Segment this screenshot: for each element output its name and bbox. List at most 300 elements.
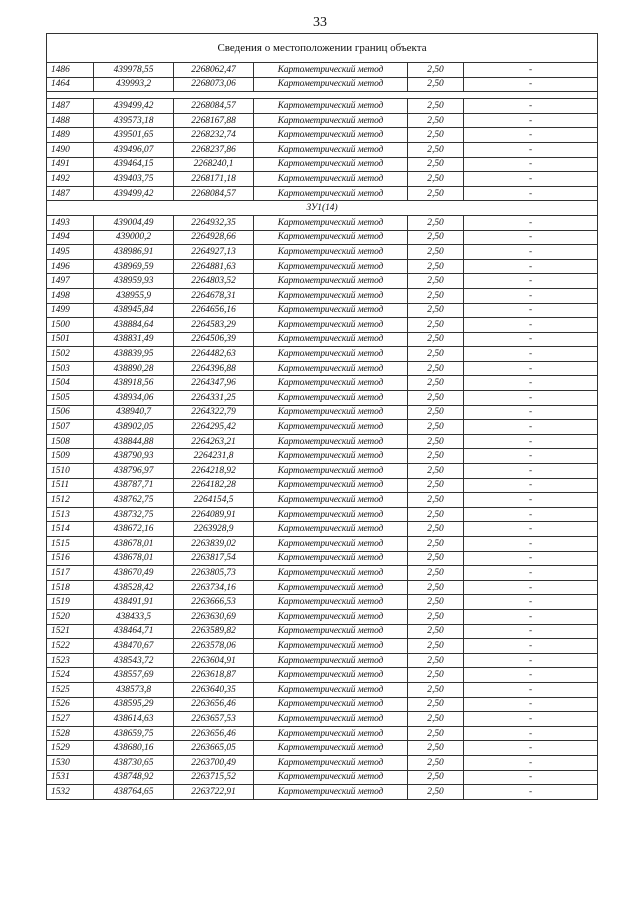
table-row <box>47 318 598 333</box>
y-coordinate-cell: 2264154,5 <box>174 493 254 508</box>
method-cell: Картометрический метод <box>254 318 408 333</box>
point-number-cell: 1516 <box>47 551 94 566</box>
precision-cell: 2,50 <box>408 566 464 581</box>
x-coordinate-cell: 438748,92 <box>94 770 174 785</box>
point-number-cell: 1501 <box>47 332 94 347</box>
x-coordinate-cell: 438670,49 <box>94 566 174 581</box>
note-cell: - <box>464 449 598 464</box>
method-cell: Картометрический метод <box>254 420 408 435</box>
method-cell: Картометрический метод <box>254 405 408 420</box>
y-coordinate-cell: 2263734,16 <box>174 580 254 595</box>
note-cell: - <box>464 274 598 289</box>
page-number: 33 <box>313 15 327 30</box>
note-cell: - <box>464 77 598 92</box>
precision-cell: 2,50 <box>408 376 464 391</box>
point-number-cell: 1493 <box>47 215 94 230</box>
point-number-cell: 1500 <box>47 318 94 333</box>
precision-cell: 2,50 <box>408 405 464 420</box>
table-row <box>47 668 598 683</box>
note-cell: - <box>464 128 598 143</box>
x-coordinate-cell: 438764,65 <box>94 785 174 800</box>
y-coordinate-cell: 2263589,82 <box>174 624 254 639</box>
table-row <box>47 77 598 92</box>
point-number-cell: 1515 <box>47 537 94 552</box>
precision-cell: 2,50 <box>408 157 464 172</box>
point-number-cell: 1487 <box>47 99 94 114</box>
x-coordinate-cell: 438934,06 <box>94 391 174 406</box>
y-coordinate-cell: 2263805,73 <box>174 566 254 581</box>
note-cell: - <box>464 770 598 785</box>
precision-cell: 2,50 <box>408 318 464 333</box>
method-cell: Картометрический метод <box>254 785 408 800</box>
point-number-cell: 1532 <box>47 785 94 800</box>
table-row <box>47 609 598 624</box>
table-row <box>47 755 598 770</box>
note-cell: - <box>464 361 598 376</box>
x-coordinate-cell: 438762,75 <box>94 493 174 508</box>
point-number-cell: 1506 <box>47 405 94 420</box>
precision-cell: 2,50 <box>408 245 464 260</box>
precision-cell: 2,50 <box>408 580 464 595</box>
method-cell: Картометрический метод <box>254 288 408 303</box>
method-cell: Картометрический метод <box>254 449 408 464</box>
x-coordinate-cell: 438672,16 <box>94 522 174 537</box>
table-row <box>47 376 598 391</box>
note-cell: - <box>464 726 598 741</box>
y-coordinate-cell: 2264928,66 <box>174 230 254 245</box>
precision-cell: 2,50 <box>408 741 464 756</box>
method-cell: Картометрический метод <box>254 128 408 143</box>
method-cell: Картометрический метод <box>254 303 408 318</box>
precision-cell: 2,50 <box>408 347 464 362</box>
x-coordinate-cell: 438573,8 <box>94 682 174 697</box>
x-coordinate-cell: 438433,5 <box>94 609 174 624</box>
method-cell: Картометрический метод <box>254 624 408 639</box>
note-cell: - <box>464 653 598 668</box>
point-number-cell: 1522 <box>47 639 94 654</box>
x-coordinate-cell: 439499,42 <box>94 99 174 114</box>
note-cell: - <box>464 303 598 318</box>
method-cell: Картометрический метод <box>254 142 408 157</box>
table-row <box>47 712 598 727</box>
x-coordinate-cell: 438678,01 <box>94 551 174 566</box>
precision-cell: 2,50 <box>408 624 464 639</box>
point-number-cell: 1491 <box>47 157 94 172</box>
x-coordinate-cell: 438614,63 <box>94 712 174 727</box>
method-cell: Картометрический метод <box>254 741 408 756</box>
y-coordinate-cell: 2264932,35 <box>174 215 254 230</box>
y-coordinate-cell: 2263839,02 <box>174 537 254 552</box>
point-number-cell: 1523 <box>47 653 94 668</box>
x-coordinate-cell: 438902,05 <box>94 420 174 435</box>
table-row <box>47 770 598 785</box>
note-cell: - <box>464 712 598 727</box>
precision-cell: 2,50 <box>408 63 464 78</box>
table-row <box>47 639 598 654</box>
note-cell: - <box>464 785 598 800</box>
precision-cell: 2,50 <box>408 755 464 770</box>
table-row <box>47 303 598 318</box>
x-coordinate-cell: 439573,18 <box>94 113 174 128</box>
method-cell: Картометрический метод <box>254 230 408 245</box>
table-row <box>47 580 598 595</box>
table-row <box>47 259 598 274</box>
method-cell: Картометрический метод <box>254 361 408 376</box>
note-cell: - <box>464 113 598 128</box>
point-number-cell: 1512 <box>47 493 94 508</box>
y-coordinate-cell: 2264583,29 <box>174 318 254 333</box>
x-coordinate-cell: 439464,15 <box>94 157 174 172</box>
method-cell: Картометрический метод <box>254 186 408 201</box>
x-coordinate-cell: 438945,84 <box>94 303 174 318</box>
precision-cell: 2,50 <box>408 113 464 128</box>
point-number-cell: 1487 <box>47 186 94 201</box>
x-coordinate-cell: 438659,75 <box>94 726 174 741</box>
precision-cell: 2,50 <box>408 215 464 230</box>
note-cell: - <box>464 537 598 552</box>
y-coordinate-cell: 2264927,13 <box>174 245 254 260</box>
note-cell: - <box>464 157 598 172</box>
note-cell: - <box>464 580 598 595</box>
point-number-cell: 1513 <box>47 507 94 522</box>
point-number-cell: 1505 <box>47 391 94 406</box>
point-number-cell: 1521 <box>47 624 94 639</box>
y-coordinate-cell: 2264881,63 <box>174 259 254 274</box>
y-coordinate-cell: 2268073,06 <box>174 77 254 92</box>
y-coordinate-cell: 2264678,31 <box>174 288 254 303</box>
method-cell: Картометрический метод <box>254 595 408 610</box>
precision-cell: 2,50 <box>408 464 464 479</box>
x-coordinate-cell: 438678,01 <box>94 537 174 552</box>
y-coordinate-cell: 2263630,69 <box>174 609 254 624</box>
point-number-cell: 1494 <box>47 230 94 245</box>
x-coordinate-cell: 438831,49 <box>94 332 174 347</box>
x-coordinate-cell: 439499,42 <box>94 186 174 201</box>
method-cell: Картометрический метод <box>254 493 408 508</box>
point-number-cell: 1531 <box>47 770 94 785</box>
method-cell: Картометрический метод <box>254 113 408 128</box>
precision-cell: 2,50 <box>408 332 464 347</box>
x-coordinate-cell: 439978,55 <box>94 63 174 78</box>
y-coordinate-cell: 2263656,46 <box>174 697 254 712</box>
note-cell: - <box>464 142 598 157</box>
x-coordinate-cell: 438464,71 <box>94 624 174 639</box>
point-number-cell: 1495 <box>47 245 94 260</box>
y-coordinate-cell: 2263722,91 <box>174 785 254 800</box>
method-cell: Картометрический метод <box>254 668 408 683</box>
boundary-coordinates-table <box>46 33 598 800</box>
note-cell: - <box>464 215 598 230</box>
y-coordinate-cell: 2263715,52 <box>174 770 254 785</box>
method-cell: Картометрический метод <box>254 726 408 741</box>
method-cell: Картометрический метод <box>254 391 408 406</box>
table-row <box>47 99 598 114</box>
table-header-row <box>47 34 598 63</box>
precision-cell: 2,50 <box>408 142 464 157</box>
point-number-cell: 1464 <box>47 77 94 92</box>
method-cell: Картометрический метод <box>254 755 408 770</box>
section-separator-row <box>47 201 598 216</box>
precision-cell: 2,50 <box>408 639 464 654</box>
point-number-cell: 1510 <box>47 464 94 479</box>
x-coordinate-cell: 438491,91 <box>94 595 174 610</box>
point-number-cell: 1520 <box>47 609 94 624</box>
table-row <box>47 624 598 639</box>
note-cell: - <box>464 595 598 610</box>
precision-cell: 2,50 <box>408 172 464 187</box>
note-cell: - <box>464 376 598 391</box>
note-cell: - <box>464 755 598 770</box>
table-row <box>47 785 598 800</box>
method-cell: Картометрический метод <box>254 712 408 727</box>
point-number-cell: 1514 <box>47 522 94 537</box>
table-row <box>47 172 598 187</box>
method-cell: Картометрический метод <box>254 259 408 274</box>
y-coordinate-cell: 2268232,74 <box>174 128 254 143</box>
table-row <box>47 405 598 420</box>
note-cell: - <box>464 741 598 756</box>
method-cell: Картометрический метод <box>254 464 408 479</box>
table-row <box>47 493 598 508</box>
method-cell: Картометрический метод <box>254 653 408 668</box>
y-coordinate-cell: 2263665,05 <box>174 741 254 756</box>
y-coordinate-cell: 2264218,92 <box>174 464 254 479</box>
precision-cell: 2,50 <box>408 507 464 522</box>
y-coordinate-cell: 2263666,53 <box>174 595 254 610</box>
point-number-cell: 1526 <box>47 697 94 712</box>
table-row <box>47 464 598 479</box>
method-cell: Картометрический метод <box>254 507 408 522</box>
y-coordinate-cell: 2264331,25 <box>174 391 254 406</box>
method-cell: Картометрический метод <box>254 609 408 624</box>
x-coordinate-cell: 438732,75 <box>94 507 174 522</box>
y-coordinate-cell: 2264656,16 <box>174 303 254 318</box>
note-cell: - <box>464 332 598 347</box>
y-coordinate-cell: 2263657,53 <box>174 712 254 727</box>
point-number-cell: 1492 <box>47 172 94 187</box>
table-row <box>47 245 598 260</box>
note-cell: - <box>464 245 598 260</box>
method-cell: Картометрический метод <box>254 274 408 289</box>
method-cell: Картометрический метод <box>254 172 408 187</box>
y-coordinate-cell: 2263656,46 <box>174 726 254 741</box>
note-cell: - <box>464 172 598 187</box>
table-row <box>47 113 598 128</box>
method-cell: Картометрический метод <box>254 347 408 362</box>
method-cell: Картометрический метод <box>254 77 408 92</box>
table-row <box>47 653 598 668</box>
x-coordinate-cell: 438959,93 <box>94 274 174 289</box>
section-separator-row <box>47 92 598 99</box>
method-cell: Картометрический метод <box>254 537 408 552</box>
precision-cell: 2,50 <box>408 682 464 697</box>
method-cell: Картометрический метод <box>254 215 408 230</box>
precision-cell: 2,50 <box>408 609 464 624</box>
y-coordinate-cell: 2264089,91 <box>174 507 254 522</box>
point-number-cell: 1530 <box>47 755 94 770</box>
note-cell: - <box>464 566 598 581</box>
y-coordinate-cell: 2264182,28 <box>174 478 254 493</box>
y-coordinate-cell: 2264263,21 <box>174 434 254 449</box>
x-coordinate-cell: 438839,95 <box>94 347 174 362</box>
method-cell: Картометрический метод <box>254 332 408 347</box>
note-cell: - <box>464 405 598 420</box>
precision-cell: 2,50 <box>408 537 464 552</box>
precision-cell: 2,50 <box>408 391 464 406</box>
y-coordinate-cell: 2268240,1 <box>174 157 254 172</box>
x-coordinate-cell: 438680,16 <box>94 741 174 756</box>
note-cell: - <box>464 230 598 245</box>
precision-cell: 2,50 <box>408 551 464 566</box>
method-cell: Картометрический метод <box>254 478 408 493</box>
x-coordinate-cell: 439000,2 <box>94 230 174 245</box>
point-number-cell: 1527 <box>47 712 94 727</box>
note-cell: - <box>464 682 598 697</box>
x-coordinate-cell: 438890,28 <box>94 361 174 376</box>
table-row <box>47 128 598 143</box>
point-number-cell: 1498 <box>47 288 94 303</box>
y-coordinate-cell: 2263928,9 <box>174 522 254 537</box>
precision-cell: 2,50 <box>408 595 464 610</box>
method-cell: Картометрический метод <box>254 697 408 712</box>
note-cell: - <box>464 288 598 303</box>
precision-cell: 2,50 <box>408 303 464 318</box>
point-number-cell: 1509 <box>47 449 94 464</box>
y-coordinate-cell: 2264231,8 <box>174 449 254 464</box>
point-number-cell: 1524 <box>47 668 94 683</box>
y-coordinate-cell: 2264803,52 <box>174 274 254 289</box>
note-cell: - <box>464 609 598 624</box>
table-row <box>47 347 598 362</box>
method-cell: Картометрический метод <box>254 551 408 566</box>
table-row <box>47 288 598 303</box>
point-number-cell: 1504 <box>47 376 94 391</box>
table-row <box>47 551 598 566</box>
x-coordinate-cell: 438470,67 <box>94 639 174 654</box>
method-cell: Картометрический метод <box>254 157 408 172</box>
y-coordinate-cell: 2263700,49 <box>174 755 254 770</box>
x-coordinate-cell: 438595,29 <box>94 697 174 712</box>
table-row <box>47 230 598 245</box>
table-row <box>47 434 598 449</box>
x-coordinate-cell: 438787,71 <box>94 478 174 493</box>
point-number-cell: 1488 <box>47 113 94 128</box>
point-number-cell: 1529 <box>47 741 94 756</box>
point-number-cell: 1503 <box>47 361 94 376</box>
note-cell: - <box>464 507 598 522</box>
point-number-cell: 1499 <box>47 303 94 318</box>
table-row <box>47 741 598 756</box>
note-cell: - <box>464 624 598 639</box>
point-number-cell: 1496 <box>47 259 94 274</box>
table-row <box>47 566 598 581</box>
table-row <box>47 157 598 172</box>
precision-cell: 2,50 <box>408 449 464 464</box>
precision-cell: 2,50 <box>408 420 464 435</box>
point-number-cell: 1511 <box>47 478 94 493</box>
table-row <box>47 361 598 376</box>
note-cell: - <box>464 551 598 566</box>
table-row <box>47 537 598 552</box>
precision-cell: 2,50 <box>408 697 464 712</box>
table-row <box>47 522 598 537</box>
y-coordinate-cell: 2268171,18 <box>174 172 254 187</box>
precision-cell: 2,50 <box>408 712 464 727</box>
precision-cell: 2,50 <box>408 230 464 245</box>
table-row <box>47 595 598 610</box>
note-cell: - <box>464 259 598 274</box>
y-coordinate-cell: 2264347,96 <box>174 376 254 391</box>
method-cell: Картометрический метод <box>254 770 408 785</box>
precision-cell: 2,50 <box>408 434 464 449</box>
x-coordinate-cell: 439993,2 <box>94 77 174 92</box>
y-coordinate-cell: 2263578,06 <box>174 639 254 654</box>
x-coordinate-cell: 439403,75 <box>94 172 174 187</box>
note-cell: - <box>464 347 598 362</box>
x-coordinate-cell: 438884,64 <box>94 318 174 333</box>
precision-cell: 2,50 <box>408 361 464 376</box>
x-coordinate-cell: 438918,56 <box>94 376 174 391</box>
note-cell: - <box>464 493 598 508</box>
point-number-cell: 1490 <box>47 142 94 157</box>
point-number-cell: 1502 <box>47 347 94 362</box>
y-coordinate-cell: 2264295,42 <box>174 420 254 435</box>
blank-separator-cell <box>47 92 598 99</box>
point-number-cell: 1528 <box>47 726 94 741</box>
point-number-cell: 1497 <box>47 274 94 289</box>
precision-cell: 2,50 <box>408 274 464 289</box>
point-number-cell: 1508 <box>47 434 94 449</box>
point-number-cell: 1518 <box>47 580 94 595</box>
table-row <box>47 142 598 157</box>
y-coordinate-cell: 2264506,39 <box>174 332 254 347</box>
x-coordinate-cell: 438730,65 <box>94 755 174 770</box>
point-number-cell: 1507 <box>47 420 94 435</box>
precision-cell: 2,50 <box>408 493 464 508</box>
table-row <box>47 63 598 78</box>
table-row <box>47 507 598 522</box>
note-cell: - <box>464 522 598 537</box>
table-row <box>47 478 598 493</box>
note-cell: - <box>464 697 598 712</box>
table-row <box>47 186 598 201</box>
precision-cell: 2,50 <box>408 99 464 114</box>
table-body <box>47 34 598 800</box>
precision-cell: 2,50 <box>408 726 464 741</box>
x-coordinate-cell: 438796,97 <box>94 464 174 479</box>
method-cell: Картометрический метод <box>254 434 408 449</box>
table-row <box>47 420 598 435</box>
method-cell: Картометрический метод <box>254 522 408 537</box>
y-coordinate-cell: 2264482,63 <box>174 347 254 362</box>
method-cell: Картометрический метод <box>254 566 408 581</box>
method-cell: Картометрический метод <box>254 639 408 654</box>
precision-cell: 2,50 <box>408 128 464 143</box>
precision-cell: 2,50 <box>408 259 464 274</box>
note-cell: - <box>464 478 598 493</box>
method-cell: Картометрический метод <box>254 63 408 78</box>
table-row <box>47 449 598 464</box>
x-coordinate-cell: 438557,69 <box>94 668 174 683</box>
point-number-cell: 1489 <box>47 128 94 143</box>
x-coordinate-cell: 438955,9 <box>94 288 174 303</box>
method-cell: Картометрический метод <box>254 376 408 391</box>
precision-cell: 2,50 <box>408 668 464 683</box>
y-coordinate-cell: 2268084,57 <box>174 99 254 114</box>
table-row <box>47 274 598 289</box>
y-coordinate-cell: 2268062,47 <box>174 63 254 78</box>
x-coordinate-cell: 439501,65 <box>94 128 174 143</box>
